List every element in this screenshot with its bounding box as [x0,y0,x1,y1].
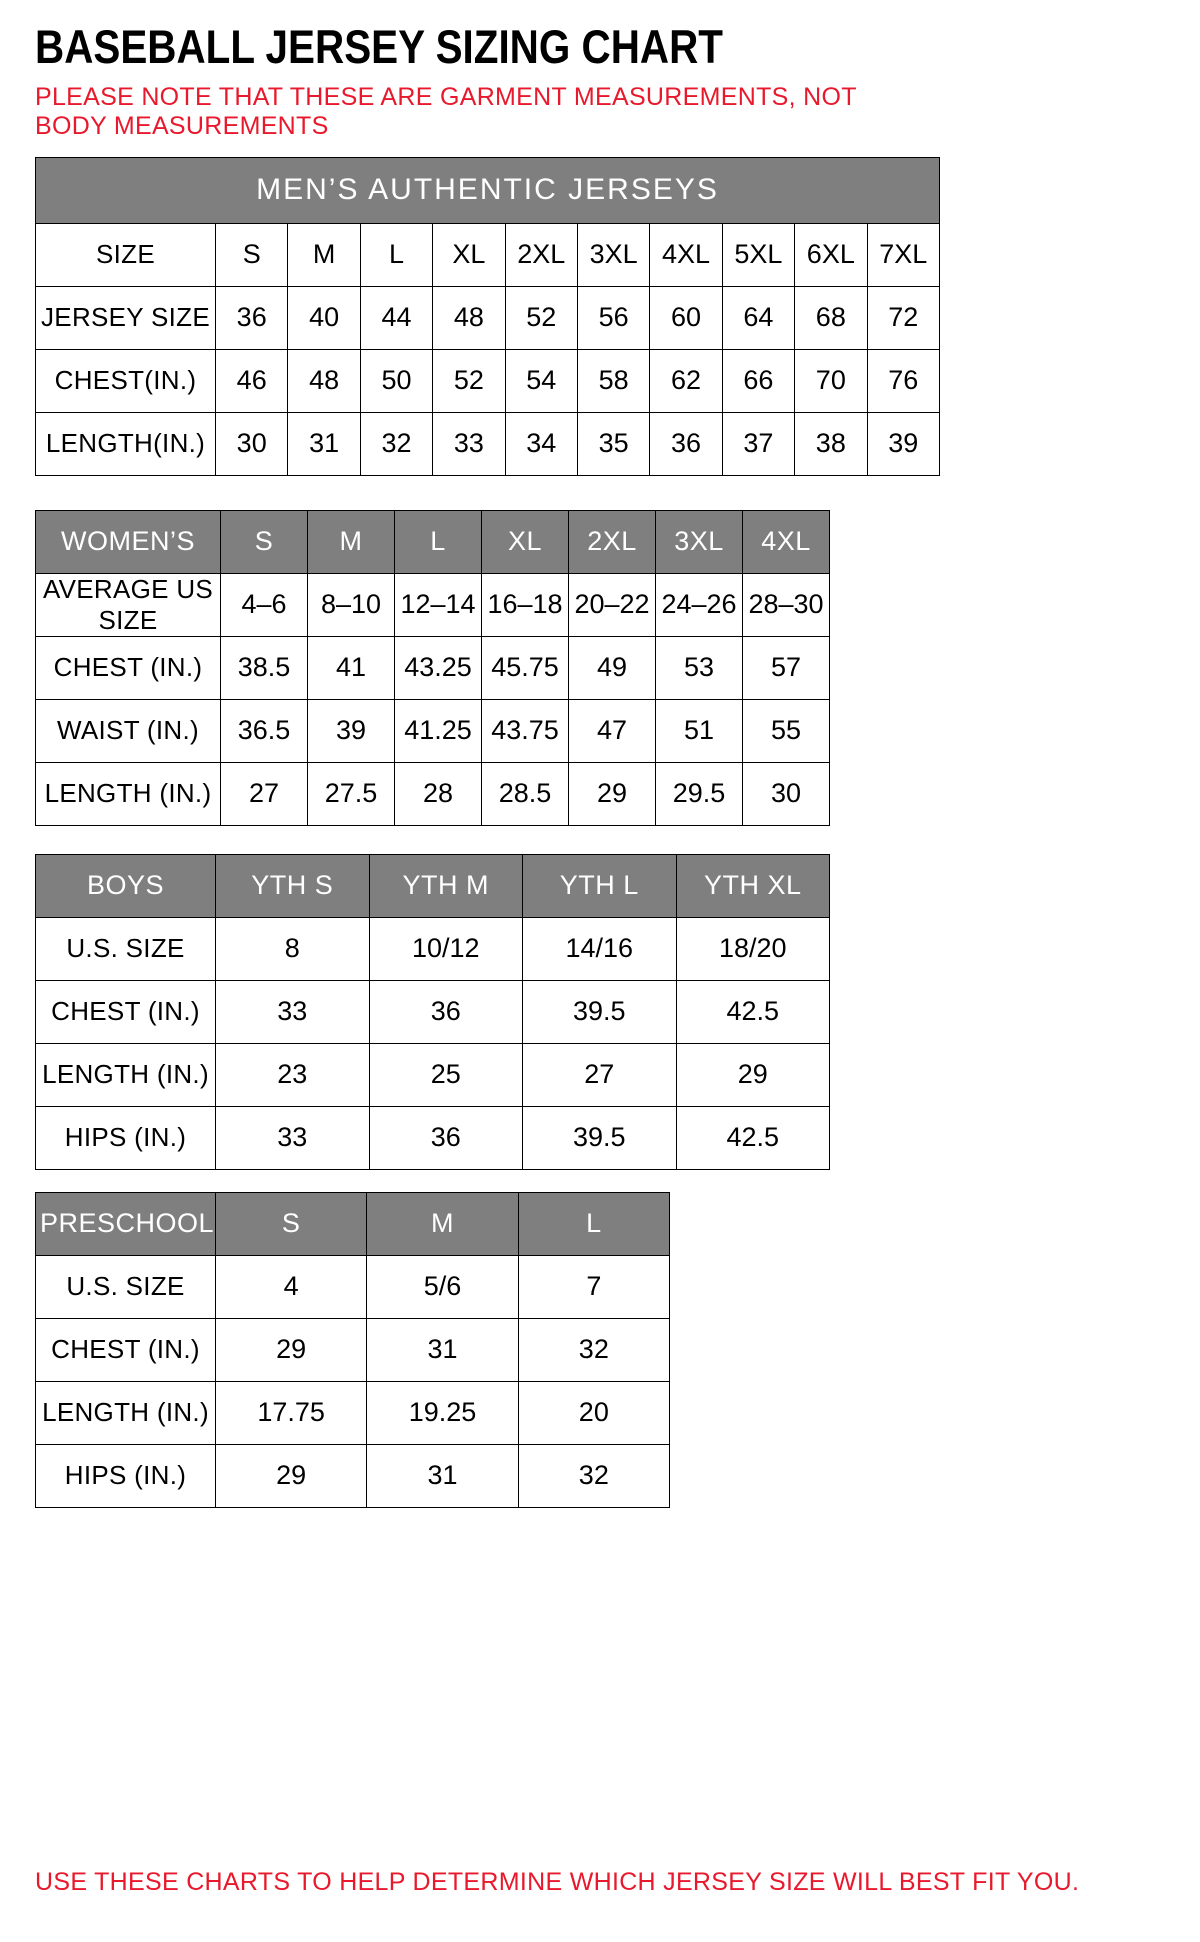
preschool-row [36,1444,670,1507]
mens-cell: 50 [360,349,432,412]
mens-banner: MEN’S AUTHENTIC JERSEYS [36,157,940,223]
mens-cell: 62 [650,349,722,412]
mens-cell: S [216,223,288,286]
womens-header-cell: XL [482,510,569,573]
preschool-row-label: LENGTH (IN.) [36,1381,216,1444]
preschool-row [36,1255,670,1318]
womens-cell: 28.5 [482,762,569,825]
womens-cell: 38.5 [221,636,308,699]
womens-cell: 29.5 [656,762,743,825]
boys-cell: 10/12 [369,917,523,980]
mens-cell: 34 [505,412,577,475]
mens-cell: 70 [795,349,867,412]
mens-cell: 31 [288,412,360,475]
preschool-cell: 32 [518,1318,669,1381]
mens-cell: 5XL [722,223,794,286]
footer-note: USE THESE CHARTS TO HELP DETERMINE WHICH JERSEY SIZE WILL BEST FIT YOU. [35,1867,1080,1896]
womens-cell: 57 [743,636,830,699]
boys-cell: 33 [216,1106,370,1169]
mens-cell: 44 [360,286,432,349]
boys-cell: 29 [676,1043,830,1106]
preschool-header-label: PRESCHOOL [36,1192,216,1255]
womens-row-label: AVERAGE US SIZE [36,573,221,636]
preschool-cell: 19.25 [367,1381,518,1444]
mens-cell: 58 [577,349,649,412]
preschool-row [36,1318,670,1381]
womens-cell: 39 [308,699,395,762]
boys-row [36,1106,830,1169]
womens-sizing-table-container [35,510,1200,826]
preschool-header-cell: S [216,1192,367,1255]
boys-cell: 27 [523,1043,677,1106]
preschool-cell: 32 [518,1444,669,1507]
mens-row-label: JERSEY SIZE [36,286,216,349]
mens-cell: L [360,223,432,286]
preschool-header-cell: M [367,1192,518,1255]
womens-cell: 45.75 [482,636,569,699]
womens-cell: 27.5 [308,762,395,825]
preschool-row [36,1381,670,1444]
boys-header-cell: YTH L [523,854,677,917]
mens-cell: 2XL [505,223,577,286]
preschool-cell: 31 [367,1444,518,1507]
womens-cell: 12–14 [395,573,482,636]
preschool-sizing-table-container [35,1192,1200,1508]
womens-row-label: CHEST (IN.) [36,636,221,699]
womens-header-cell: M [308,510,395,573]
mens-cell: 3XL [577,223,649,286]
mens-cell: 46 [216,349,288,412]
womens-cell: 28 [395,762,482,825]
boys-cell: 39.5 [523,980,677,1043]
mens-cell: 7XL [867,223,939,286]
boys-cell: 33 [216,980,370,1043]
preschool-cell: 29 [216,1318,367,1381]
mens-row-label: LENGTH(IN.) [36,412,216,475]
womens-cell: 27 [221,762,308,825]
womens-cell: 24–26 [656,573,743,636]
womens-row-label: WAIST (IN.) [36,699,221,762]
womens-cell: 20–22 [569,573,656,636]
mens-cell: 35 [577,412,649,475]
womens-cell: 43.75 [482,699,569,762]
mens-cell: 72 [867,286,939,349]
womens-header-cell: 4XL [743,510,830,573]
preschool-cell: 5/6 [367,1255,518,1318]
mens-cell: 30 [216,412,288,475]
boys-cell: 36 [369,1106,523,1169]
boys-header-cell: YTH XL [676,854,830,917]
mens-cell: 4XL [650,223,722,286]
mens-row [36,223,940,286]
mens-cell: 6XL [795,223,867,286]
womens-header-cell: S [221,510,308,573]
mens-cell: 64 [722,286,794,349]
mens-row [36,349,940,412]
womens-cell: 28–30 [743,573,830,636]
boys-cell: 23 [216,1043,370,1106]
womens-cell: 8–10 [308,573,395,636]
boys-cell: 39.5 [523,1106,677,1169]
mens-cell: 68 [795,286,867,349]
preschool-cell: 31 [367,1318,518,1381]
mens-cell: XL [433,223,505,286]
mens-row [36,412,940,475]
boys-cell: 42.5 [676,980,830,1043]
womens-row [36,573,830,636]
mens-cell: 33 [433,412,505,475]
preschool-row-label: CHEST (IN.) [36,1318,216,1381]
preschool-cell: 4 [216,1255,367,1318]
womens-cell: 36.5 [221,699,308,762]
preschool-cell: 17.75 [216,1381,367,1444]
boys-table [35,854,830,1170]
boys-cell: 18/20 [676,917,830,980]
preschool-row-label: HIPS (IN.) [36,1444,216,1507]
preschool-table [35,1192,670,1508]
mens-cell: 37 [722,412,794,475]
boys-row-label: U.S. SIZE [36,917,216,980]
boys-header-label: BOYS [36,854,216,917]
mens-cell: 39 [867,412,939,475]
mens-cell: 52 [505,286,577,349]
boys-sizing-table-container [35,854,1200,1170]
mens-cell: 32 [360,412,432,475]
boys-cell: 8 [216,917,370,980]
preschool-cell: 20 [518,1381,669,1444]
mens-cell: 36 [216,286,288,349]
mens-cell: 66 [722,349,794,412]
womens-cell: 51 [656,699,743,762]
mens-cell: M [288,223,360,286]
mens-cell: 54 [505,349,577,412]
boys-cell: 42.5 [676,1106,830,1169]
mens-cell: 52 [433,349,505,412]
preschool-row-label: U.S. SIZE [36,1255,216,1318]
mens-table [35,157,940,476]
preschool-cell: 29 [216,1444,367,1507]
womens-row [36,762,830,825]
page-title: BASEBALL JERSEY SIZING CHART [35,20,723,73]
womens-row [36,636,830,699]
womens-cell: 29 [569,762,656,825]
mens-cell: 40 [288,286,360,349]
boys-row-label: HIPS (IN.) [36,1106,216,1169]
womens-row-label: LENGTH (IN.) [36,762,221,825]
womens-cell: 43.25 [395,636,482,699]
mens-cell: 56 [577,286,649,349]
womens-cell: 53 [656,636,743,699]
womens-cell: 41.25 [395,699,482,762]
womens-cell: 55 [743,699,830,762]
preschool-header-cell: L [518,1192,669,1255]
womens-header-cell: 2XL [569,510,656,573]
mens-row-label: SIZE [36,223,216,286]
mens-cell: 48 [433,286,505,349]
mens-cell: 36 [650,412,722,475]
womens-row [36,699,830,762]
mens-row [36,286,940,349]
boys-cell: 25 [369,1043,523,1106]
boys-header-cell: YTH M [369,854,523,917]
boys-header-cell: YTH S [216,854,370,917]
boys-cell: 36 [369,980,523,1043]
mens-cell: 38 [795,412,867,475]
womens-header-cell: L [395,510,482,573]
womens-header-cell: 3XL [656,510,743,573]
mens-sizing-table-container [35,157,1200,476]
boys-row [36,917,830,980]
womens-table [35,510,830,826]
boys-row-label: LENGTH (IN.) [36,1043,216,1106]
womens-cell: 16–18 [482,573,569,636]
boys-row-label: CHEST (IN.) [36,980,216,1043]
womens-cell: 30 [743,762,830,825]
mens-cell: 48 [288,349,360,412]
preschool-cell: 7 [518,1255,669,1318]
mens-row-label: CHEST(IN.) [36,349,216,412]
boys-cell: 14/16 [523,917,677,980]
womens-cell: 4–6 [221,573,308,636]
womens-cell: 41 [308,636,395,699]
boys-row [36,980,830,1043]
womens-cell: 49 [569,636,656,699]
boys-row [36,1043,830,1106]
womens-header-label: WOMEN’S [36,510,221,573]
garment-measurements-note: PLEASE NOTE THAT THESE ARE GARMENT MEASUREMENTS, NOT BODY MEASUREMENTS [35,83,857,141]
mens-cell: 60 [650,286,722,349]
womens-cell: 47 [569,699,656,762]
mens-cell: 76 [867,349,939,412]
